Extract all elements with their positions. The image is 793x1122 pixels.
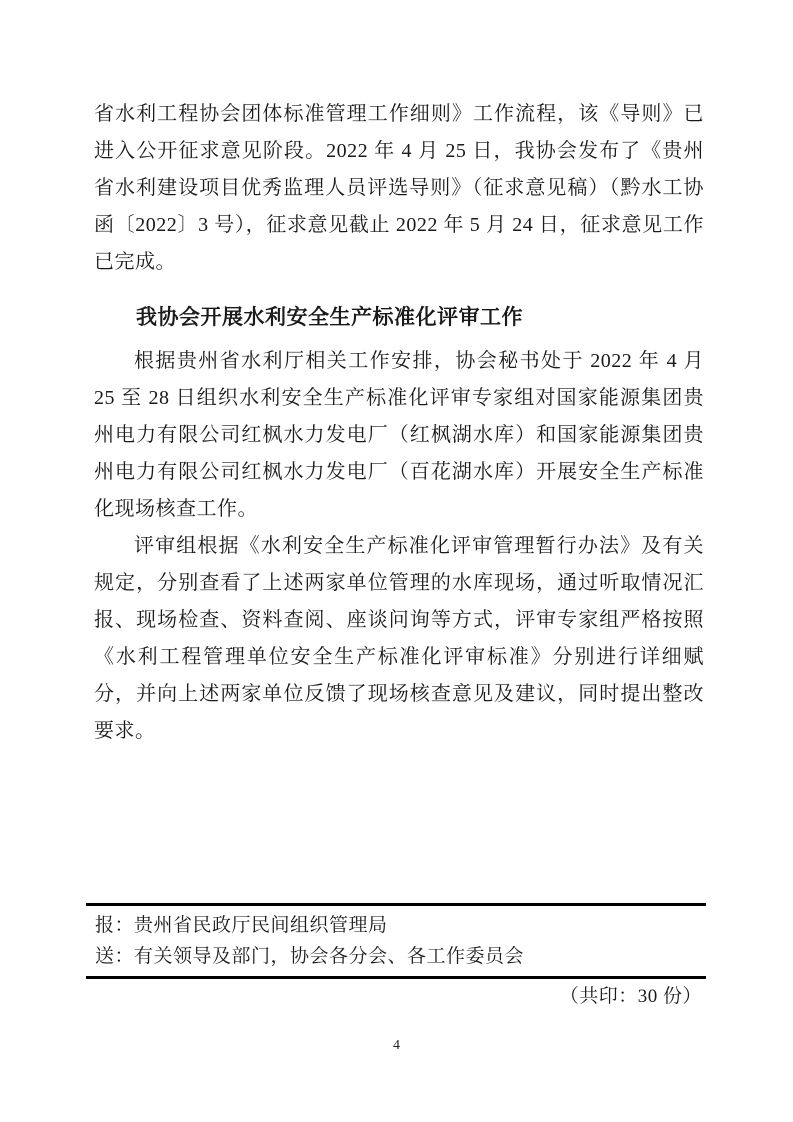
section-heading: 我协会开展水利安全生产标准化评审工作 xyxy=(136,305,523,329)
page-number: 4 xyxy=(393,1038,400,1053)
distribution-block xyxy=(86,903,706,979)
print-copies-note: （共印：30 份） xyxy=(559,986,702,1007)
body-paragraph-2: 根据贵州省水利厅相关工作安排，协会秘书处于 2022 年 4 月 25 至 28 日组织水利安全生产标准化评审专家组对国家能源集团贵州电力有限公司红枫水力发电厂（红枫湖水库）和国家能源集团贵州电力有限公司红枫水力发电厂（百花湖水库）开展安全生产标准化现场核查工作。 xyxy=(94,350,704,520)
intro-paragraph: 省水利工程协会团体标准管理工作细则》工作流程，该《导则》已进入公开征求意见阶段。2022 年 4 月 25 日，我协会发布了《贵州省水利建设项目优秀监理人员评选导则》（征求意见稿）（黔水工协函〔2022〕3 号），征求意见截止 2022 年 5 月 24 日，征求意见工作已完成。 xyxy=(94,103,704,273)
send-to-line: 送：有关领导及部门，协会各分会、各工作委员会 xyxy=(95,946,525,967)
body-paragraph-3: 评审组根据《水利安全生产标准化评审管理暂行办法》及有关规定，分别查看了上述两家单位管理的水库现场，通过听取情况汇报、现场检查、资料查阅、座谈问询等方式，评审专家组严格按照《水利工程管理单位安全生产标准化评审标准》分别进行详细赋分，并向上述两家单位反馈了现场核查意见及建议，同时提出整改要求。 xyxy=(94,535,704,742)
page-body xyxy=(94,96,704,750)
report-to-line: 报：贵州省民政厅民间组织管理局 xyxy=(95,915,388,936)
